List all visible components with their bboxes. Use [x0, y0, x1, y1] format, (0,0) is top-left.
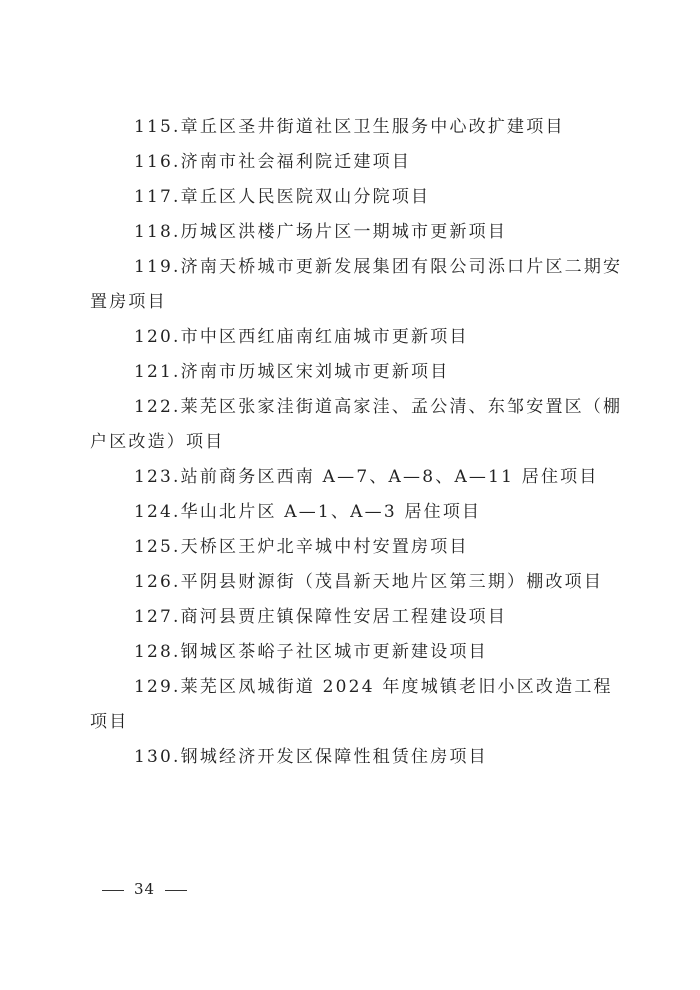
- list-item: 129.莱芜区凤城街道 2024 年度城镇老旧小区改造工程项目: [90, 677, 613, 732]
- list-item: 115.章丘区圣井街道社区卫生服务中心改扩建项目: [134, 117, 565, 137]
- list-item: 118.历城区洪楼广场片区一期城市更新项目: [134, 222, 508, 242]
- list-item: 124.华山北片区 A—1、A—3 居住项目: [134, 502, 482, 522]
- list-item: 130.钢城经济开发区保障性租赁住房项目: [134, 747, 488, 767]
- page-number: 34: [134, 880, 156, 898]
- list-item: 123.站前商务区西南 A—7、A—8、A—11 居住项目: [134, 467, 599, 487]
- list-item: 128.钢城区茶峪子社区城市更新建设项目: [134, 642, 488, 662]
- list-item: 116.济南市社会福利院迁建项目: [134, 152, 412, 172]
- dash-divider: [165, 890, 187, 891]
- dash-divider: [102, 890, 124, 891]
- list-item: 121.济南市历城区宋刘城市更新项目: [134, 362, 450, 382]
- page-footer: [92, 880, 197, 898]
- list-item: 119.济南天桥城市更新发展集团有限公司泺口片区二期安置房项目: [90, 257, 623, 312]
- document-body: [90, 110, 625, 775]
- list-item: 127.商河县贾庄镇保障性安居工程建设项目: [134, 607, 508, 627]
- list-item: 126.平阴县财源街（茂昌新天地片区第三期）棚改项目: [134, 572, 604, 592]
- list-item: 125.天桥区王炉北辛城中村安置房项目: [134, 537, 469, 557]
- list-item: 122.莱芜区张家洼街道高家洼、孟公清、东邹安置区（棚户区改造）项目: [90, 397, 623, 452]
- list-item: 117.章丘区人民医院双山分院项目: [134, 187, 431, 207]
- list-item: 120.市中区西红庙南红庙城市更新项目: [134, 327, 469, 347]
